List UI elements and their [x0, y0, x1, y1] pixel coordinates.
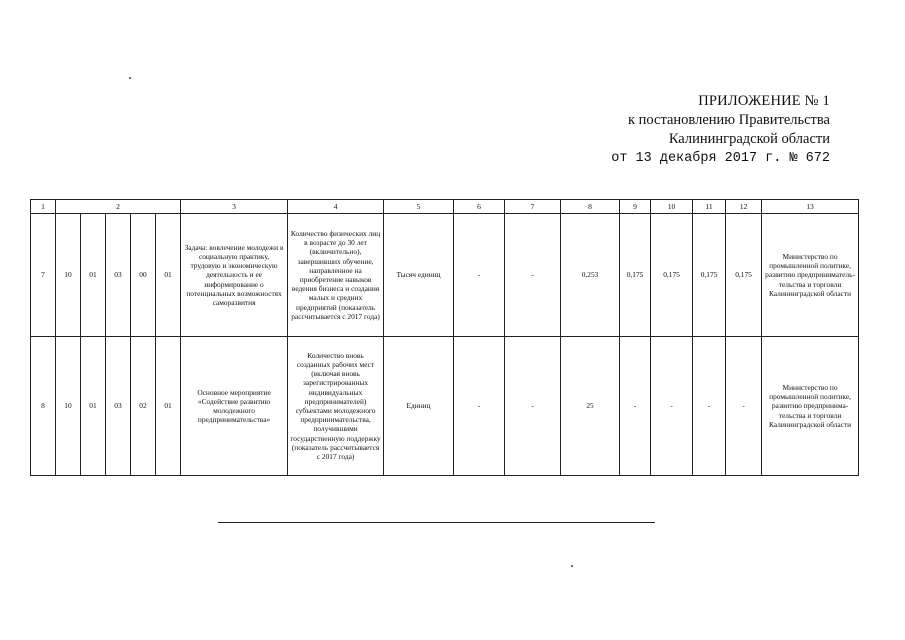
date-number-line: от 13 декабря 2017 г. № 672 [611, 151, 830, 166]
code-cell: 10 [56, 214, 81, 337]
task-cell: Задача: вовлечение молодежи в социальную практику, трудовую и экономическую деятельность и ее информирование о потенциальных возможностях саморазвития [181, 214, 288, 337]
row-number-cell: 8 [31, 337, 56, 476]
row-number-cell: 7 [31, 214, 56, 337]
table-header-row [31, 200, 859, 214]
value-cell: 0,175 [693, 214, 726, 337]
header-cell: 11 [693, 200, 726, 214]
code-cell: 03 [106, 214, 131, 337]
header-cell: 2 [56, 200, 181, 214]
value-cell: - [454, 337, 505, 476]
header-cell: 8 [561, 200, 620, 214]
value-cell: - [620, 337, 651, 476]
value-cell: 0,175 [620, 214, 651, 337]
header-cell: 5 [384, 200, 454, 214]
indicator-cell: Количество вновь созданных рабочих мест (включая вновь зарегистрированных индивидуальных предпринимателей) субъектами молодежного предпринимательства, получившими государственную поддержку (показатель рассчитывается с 2017 года) [288, 337, 384, 476]
value-cell: 0,175 [651, 214, 693, 337]
resolution-line: к постановлению Правительства [628, 112, 830, 128]
value-cell: 25 [561, 337, 620, 476]
header-cell: 6 [454, 200, 505, 214]
indicator-cell: Количество физических лиц в возрасте до 30 лет (включительно), завершивших обучение, направленное на приобретение навыков ведения бизнеса и создания малых и средних предприятий (показатель рассчитывается с 2017 года) [288, 214, 384, 337]
code-cell: 01 [81, 214, 106, 337]
region-line: Калининградской области [668, 131, 830, 147]
value-cell: - [505, 337, 561, 476]
code-cell: 01 [156, 214, 181, 337]
header-cell: 9 [620, 200, 651, 214]
header-cell: 7 [505, 200, 561, 214]
scan-speck [571, 565, 573, 567]
header-cell: 10 [651, 200, 693, 214]
unit-cell: Тысяч единиц [384, 214, 454, 337]
executor-cell: Министерство по промышленной политике, развитию предпринима-тельства и торговли Калининградской области [762, 337, 859, 476]
table-row [31, 214, 859, 337]
code-cell: 10 [56, 337, 81, 476]
table-row [31, 337, 859, 476]
value-cell: - [693, 337, 726, 476]
code-cell: 03 [106, 337, 131, 476]
header-cell: 4 [288, 200, 384, 214]
code-cell: 02 [131, 337, 156, 476]
header-cell: 12 [726, 200, 762, 214]
header-cell: 13 [762, 200, 859, 214]
value-cell: - [651, 337, 693, 476]
value-cell: - [505, 214, 561, 337]
task-cell: Основное мероприятие «Содействие развитию молодежного предпринимательства» [181, 337, 288, 476]
value-cell: - [726, 337, 762, 476]
value-cell: - [454, 214, 505, 337]
code-cell: 00 [131, 214, 156, 337]
executor-cell: Министерство по промышленной политике, развитию предприниматель-тельства и торговли Калининградской области [762, 214, 859, 337]
indicators-table [30, 199, 859, 476]
code-cell: 01 [81, 337, 106, 476]
closing-divider-line [218, 522, 655, 523]
header-cell: 3 [181, 200, 288, 214]
value-cell: 0,175 [726, 214, 762, 337]
value-cell: 0,253 [561, 214, 620, 337]
document-header [611, 92, 830, 168]
header-cell: 1 [31, 200, 56, 214]
scan-speck [129, 77, 131, 79]
code-cell: 01 [156, 337, 181, 476]
appendix-title: ПРИЛОЖЕНИЕ № 1 [698, 93, 830, 109]
unit-cell: Единиц [384, 337, 454, 476]
